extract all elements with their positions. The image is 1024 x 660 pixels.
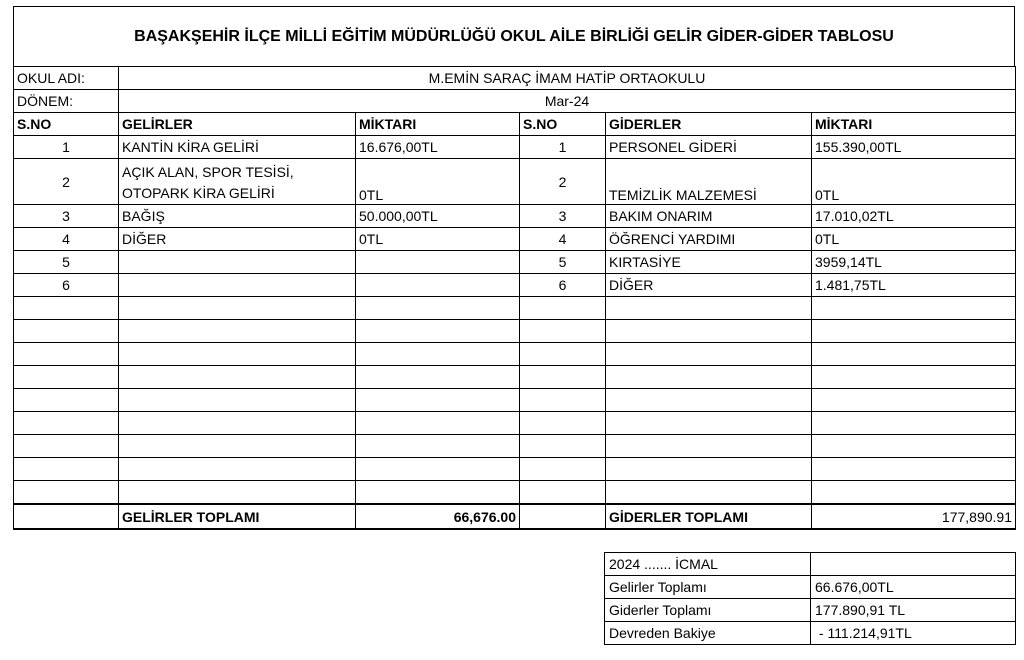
summary-header[interactable]: 2024 ....... İCMAL — [605, 553, 811, 576]
empty-cell[interactable] — [520, 320, 606, 343]
header-sno[interactable]: S.NO — [14, 113, 119, 136]
gelir-item-cell[interactable] — [119, 274, 356, 297]
empty-cell[interactable] — [356, 297, 520, 320]
empty-cell[interactable] — [606, 320, 812, 343]
empty-row — [14, 297, 1016, 320]
empty-cell[interactable] — [606, 366, 812, 389]
period-row — [14, 90, 1016, 113]
empty-cell[interactable] — [119, 297, 356, 320]
summary-value[interactable]: 66.676,00TL — [811, 576, 1016, 599]
header-giderler[interactable]: GİDERLER — [606, 113, 812, 136]
empty-cell[interactable] — [812, 366, 1016, 389]
gider-item-cell[interactable]: BAKIM ONARIM — [606, 205, 812, 228]
gelir-no-cell[interactable]: 2 — [14, 159, 119, 205]
gider-no-cell[interactable]: 1 — [520, 136, 606, 159]
empty-row — [14, 343, 1016, 366]
empty-cell[interactable] — [14, 504, 119, 529]
empty-cell[interactable] — [14, 320, 119, 343]
gelir-no-cell[interactable]: 5 — [14, 251, 119, 274]
empty-cell[interactable] — [520, 412, 606, 435]
summary-header-row — [605, 553, 1016, 576]
empty-cell[interactable] — [14, 435, 119, 458]
totals-row — [14, 504, 1016, 529]
gider-no-cell[interactable]: 3 — [520, 205, 606, 228]
table-row — [14, 159, 1016, 205]
summary-table — [604, 552, 1016, 645]
gider-no-cell[interactable]: 6 — [520, 274, 606, 297]
empty-cell[interactable] — [14, 297, 119, 320]
gider-amount-cell[interactable]: 0TL — [812, 159, 1016, 205]
gider-no-cell[interactable]: 2 — [520, 159, 606, 205]
table-row — [14, 205, 1016, 228]
header-miktari-2[interactable]: MİKTARI — [812, 113, 1016, 136]
summary-row — [605, 576, 1016, 599]
empty-cell[interactable] — [812, 412, 1016, 435]
empty-cell[interactable] — [520, 366, 606, 389]
header-row — [14, 113, 1016, 136]
empty-cell[interactable] — [606, 297, 812, 320]
gelir-item-cell[interactable]: KANTİN KİRA GELİRİ — [119, 136, 356, 159]
gider-total-label[interactable]: GİDERLER TOPLAMI — [606, 504, 812, 529]
gelir-item-cell[interactable]: BAĞIŞ — [119, 205, 356, 228]
empty-cell[interactable] — [520, 435, 606, 458]
empty-cell[interactable] — [520, 343, 606, 366]
empty-cell[interactable] — [812, 389, 1016, 412]
empty-cell[interactable] — [606, 435, 812, 458]
gider-total-value[interactable]: 177,890.91 — [812, 504, 1016, 529]
gider-no-cell[interactable]: 5 — [520, 251, 606, 274]
empty-cell[interactable] — [606, 481, 812, 505]
empty-cell[interactable] — [119, 320, 356, 343]
empty-row — [14, 320, 1016, 343]
empty-cell[interactable] — [812, 435, 1016, 458]
gelir-amount-cell[interactable]: 0TL — [356, 228, 520, 251]
gelir-amount-cell[interactable]: 16.676,00TL — [356, 136, 520, 159]
empty-cell[interactable] — [356, 458, 520, 481]
gelir-amount-cell[interactable]: 0TL — [356, 159, 520, 205]
empty-cell[interactable] — [14, 389, 119, 412]
empty-cell[interactable] — [520, 389, 606, 412]
gelir-amount-cell[interactable] — [356, 274, 520, 297]
empty-cell[interactable] — [356, 389, 520, 412]
empty-cell[interactable] — [119, 481, 356, 505]
table-row — [14, 136, 1016, 159]
empty-cell[interactable] — [14, 458, 119, 481]
empty-cell[interactable] — [356, 366, 520, 389]
empty-cell[interactable] — [14, 343, 119, 366]
empty-row — [14, 481, 1016, 505]
period-value[interactable]: Mar-24 — [119, 90, 1016, 113]
summary-box — [604, 552, 1016, 645]
empty-cell[interactable] — [812, 458, 1016, 481]
gelir-amount-cell[interactable]: 50.000,00TL — [356, 205, 520, 228]
empty-cell[interactable] — [356, 320, 520, 343]
empty-cell[interactable] — [119, 366, 356, 389]
gelir-item-cell[interactable]: DİĞER — [119, 228, 356, 251]
empty-cell[interactable] — [812, 343, 1016, 366]
empty-row — [14, 366, 1016, 389]
empty-row — [14, 435, 1016, 458]
header-gelirler[interactable]: GELİRLER — [119, 113, 356, 136]
gelir-no-cell[interactable]: 1 — [14, 136, 119, 159]
summary-label[interactable]: Gelirler Toplamı — [605, 576, 811, 599]
empty-cell[interactable] — [811, 553, 1016, 576]
empty-cell[interactable] — [606, 412, 812, 435]
summary-row — [605, 622, 1016, 645]
empty-cell[interactable] — [520, 297, 606, 320]
gider-item-cell[interactable]: KIRTASİYE — [606, 251, 812, 274]
gelir-no-cell[interactable]: 4 — [14, 228, 119, 251]
empty-cell[interactable] — [356, 481, 520, 505]
gider-no-cell[interactable]: 4 — [520, 228, 606, 251]
gider-item-cell[interactable]: ÖĞRENCİ YARDIMI — [606, 228, 812, 251]
empty-cell[interactable] — [14, 481, 119, 505]
sheet-title: BAŞAKŞEHİR İLÇE MİLLİ EĞİTİM MÜDÜRLÜĞÜ OKUL AİLE BİRLİĞİ GELİR GİDER-GİDER TABLOSU — [13, 6, 1015, 66]
gider-amount-cell[interactable]: 155.390,00TL — [812, 136, 1016, 159]
empty-row — [14, 412, 1016, 435]
empty-cell[interactable] — [812, 481, 1016, 505]
empty-cell[interactable] — [119, 412, 356, 435]
gelir-no-cell[interactable]: 3 — [14, 205, 119, 228]
summary-label[interactable]: Devreden Bakiye — [605, 622, 811, 645]
summary-value[interactable]: 177.890,91 TL — [811, 599, 1016, 622]
empty-cell[interactable] — [606, 343, 812, 366]
table-row — [14, 228, 1016, 251]
gelir-total-value[interactable]: 66,676.00 — [356, 504, 520, 529]
gider-amount-cell[interactable]: 0TL — [812, 228, 1016, 251]
empty-cell[interactable] — [14, 366, 119, 389]
empty-cell[interactable] — [812, 320, 1016, 343]
table-row — [14, 251, 1016, 274]
school-label[interactable]: OKUL ADI: — [14, 67, 119, 90]
empty-row — [14, 458, 1016, 481]
gider-amount-cell[interactable]: 17.010,02TL — [812, 205, 1016, 228]
empty-cell[interactable] — [520, 458, 606, 481]
empty-cell[interactable] — [119, 343, 356, 366]
income-expense-sheet — [13, 6, 1015, 530]
empty-cell[interactable] — [356, 435, 520, 458]
empty-cell[interactable] — [119, 458, 356, 481]
empty-cell[interactable] — [119, 435, 356, 458]
table-row — [14, 274, 1016, 297]
gelir-no-cell[interactable]: 6 — [14, 274, 119, 297]
income-expense-table — [13, 66, 1016, 530]
gider-item-cell[interactable]: DİĞER — [606, 274, 812, 297]
summary-label[interactable]: Giderler Toplamı — [605, 599, 811, 622]
gider-item-cell[interactable]: TEMİZLİK MALZEMESİ — [606, 159, 812, 205]
empty-cell[interactable] — [119, 389, 356, 412]
empty-cell[interactable] — [14, 412, 119, 435]
empty-cell[interactable] — [356, 343, 520, 366]
empty-cell[interactable] — [812, 297, 1016, 320]
empty-cell[interactable] — [356, 412, 520, 435]
empty-cell[interactable] — [520, 481, 606, 505]
summary-row — [605, 599, 1016, 622]
empty-cell[interactable] — [606, 389, 812, 412]
gelir-item-cell[interactable] — [119, 251, 356, 274]
gelir-item-cell[interactable]: AÇIK ALAN, SPOR TESİSİ, OTOPARK KİRA GELİRİ — [119, 159, 356, 205]
empty-row — [14, 389, 1016, 412]
gelir-amount-cell[interactable] — [356, 251, 520, 274]
gider-amount-cell[interactable]: 1.481,75TL — [812, 274, 1016, 297]
gider-item-cell[interactable]: PERSONEL GİDERİ — [606, 136, 812, 159]
summary-value[interactable]: - 111.214,91TL — [811, 622, 1016, 645]
header-miktari[interactable]: MİKTARI — [356, 113, 520, 136]
empty-cell[interactable] — [520, 504, 606, 529]
school-row — [14, 67, 1016, 90]
header-sno-2[interactable]: S.NO — [520, 113, 606, 136]
empty-cell[interactable] — [606, 458, 812, 481]
gider-amount-cell[interactable]: 3959,14TL — [812, 251, 1016, 274]
gelir-total-label[interactable]: GELİRLER TOPLAMI — [119, 504, 356, 529]
period-label[interactable]: DÖNEM: — [14, 90, 119, 113]
school-value[interactable]: M.EMİN SARAÇ İMAM HATİP ORTAOKULU — [119, 67, 1016, 90]
